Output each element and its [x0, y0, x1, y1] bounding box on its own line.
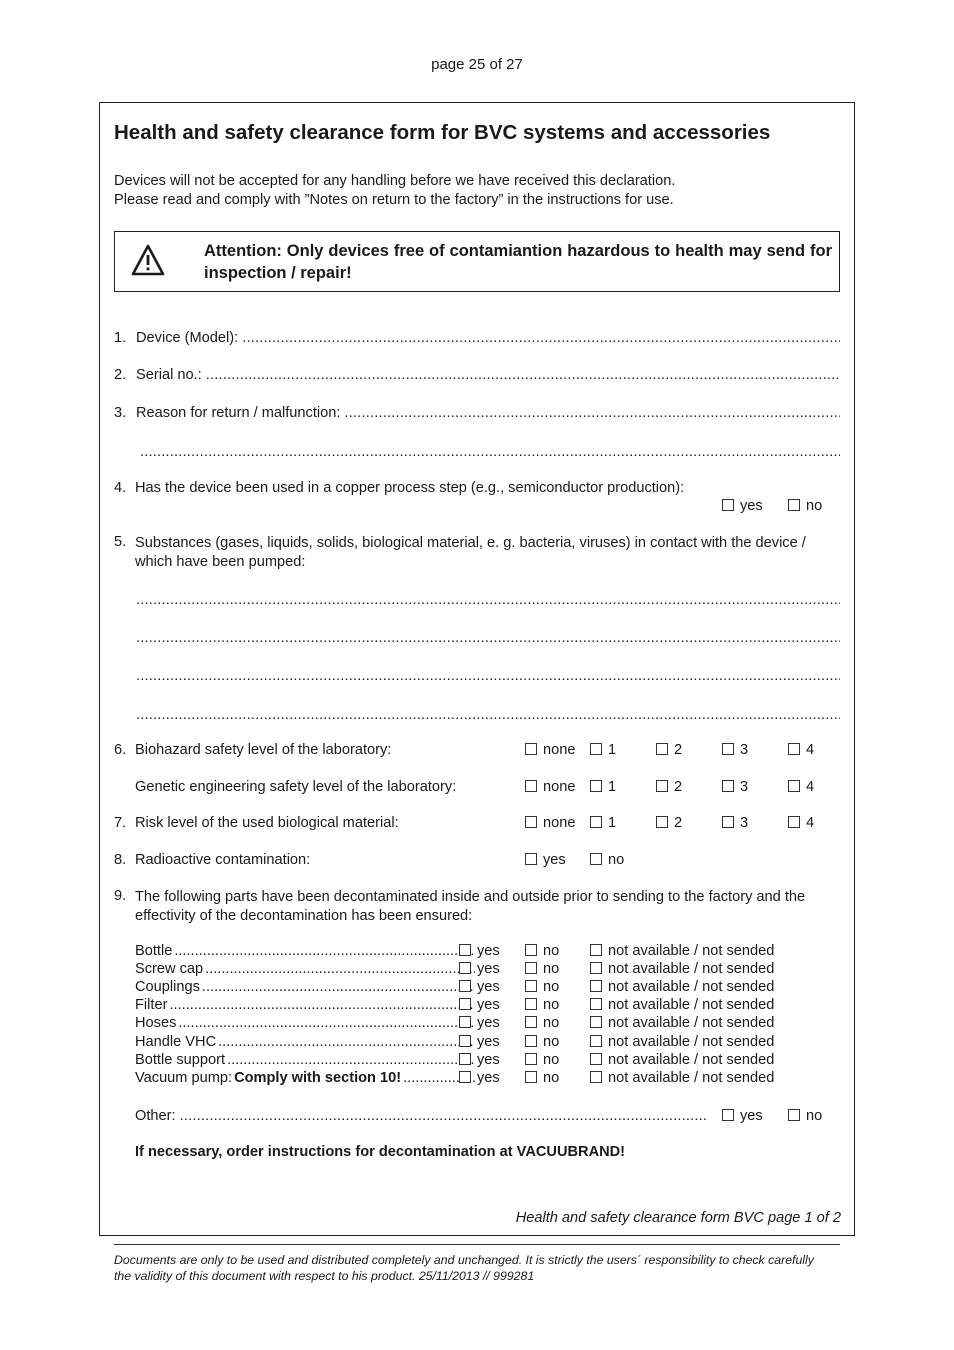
- checkbox[interactable]: [590, 944, 602, 956]
- checkbox[interactable]: [656, 780, 668, 792]
- attention-text: Attention: Only devices free of contamiantion hazardous to health may send for inspection / repair!: [204, 242, 832, 282]
- option-label: no: [543, 1070, 560, 1086]
- checkbox[interactable]: [590, 743, 602, 755]
- disclaimer-line-2: the validity of this document with respect to his product. 25/11/2013 // 999281: [114, 1269, 535, 1283]
- other-yes-option[interactable]: [722, 1108, 763, 1124]
- option-label: 2: [674, 779, 683, 795]
- other-field[interactable]: [135, 1108, 707, 1124]
- biohazard-option-2[interactable]: [656, 742, 682, 758]
- device-model-field[interactable]: [136, 330, 840, 346]
- biohazard-option-3[interactable]: [722, 742, 748, 758]
- part-label: Handle VHC: [135, 1034, 217, 1050]
- genetic-option-4[interactable]: [788, 779, 814, 795]
- vacuum-pump-note: Comply with section 10!: [234, 1070, 402, 1086]
- substances-line-3[interactable]: [136, 668, 840, 684]
- checkbox[interactable]: [525, 998, 537, 1010]
- fill-line: [218, 1034, 475, 1050]
- decontamination-notice: If necessary, order instructions for decontamination at VACUUBRAND!: [135, 1144, 626, 1160]
- checkbox[interactable]: [788, 1109, 800, 1121]
- option-label: none: [543, 779, 576, 795]
- biohazard-option-4[interactable]: [788, 742, 814, 758]
- checkbox[interactable]: [459, 944, 471, 956]
- fill-line: [136, 592, 840, 608]
- fill-line: [174, 943, 475, 959]
- part-label: Vacuum pump:: [135, 1070, 233, 1086]
- q4-yes-option[interactable]: [722, 498, 763, 514]
- checkbox[interactable]: [525, 962, 537, 974]
- checkbox[interactable]: [590, 1053, 602, 1065]
- option-label: 4: [806, 779, 815, 795]
- fill-line: [227, 1052, 475, 1068]
- warning-triangle-icon: [131, 244, 165, 276]
- checkbox[interactable]: [590, 816, 602, 828]
- q4-number: 4.: [114, 480, 127, 496]
- screw-cap-yes[interactable]: [459, 961, 500, 977]
- option-label: 3: [740, 815, 749, 831]
- disclaimer: [114, 1252, 844, 1284]
- serial-no-label: Serial no.:: [136, 367, 202, 383]
- substances-line-2[interactable]: [136, 630, 840, 646]
- q4-question: Has the device been used in a copper process step (e.g., semiconductor production):: [135, 480, 685, 496]
- option-label: yes: [477, 943, 500, 959]
- risk-option-4[interactable]: [788, 815, 814, 831]
- checkbox[interactable]: [590, 1071, 602, 1083]
- substances-line-1[interactable]: [136, 592, 840, 608]
- part-label: Couplings: [135, 979, 200, 995]
- part-row-couplings: [135, 979, 475, 997]
- option-label: no: [543, 1052, 560, 1068]
- risk-level-label: Risk level of the used biological material:: [135, 815, 399, 831]
- option-label: no: [543, 943, 560, 959]
- option-label: no: [543, 997, 560, 1013]
- checkbox[interactable]: [525, 853, 537, 865]
- reason-field-line-2[interactable]: [140, 444, 840, 460]
- option-label: yes: [477, 997, 500, 1013]
- checkbox[interactable]: [459, 1016, 471, 1028]
- part-row-hoses: [135, 1015, 475, 1033]
- option-label: 1: [608, 742, 617, 758]
- form-footer: Health and safety clearance form BVC page 1 of 2: [515, 1210, 841, 1226]
- hoses-na[interactable]: [590, 1015, 774, 1031]
- page-number: page 25 of 27: [431, 56, 523, 73]
- checkbox[interactable]: [525, 743, 537, 755]
- option-label: 1: [608, 779, 617, 795]
- genetic-option-1[interactable]: [590, 779, 616, 795]
- checkbox[interactable]: [459, 962, 471, 974]
- filter-yes[interactable]: [459, 997, 500, 1013]
- option-label: none: [543, 742, 576, 758]
- option-label: none: [543, 815, 576, 831]
- checkbox[interactable]: [722, 499, 734, 511]
- biohazard-option-1[interactable]: [590, 742, 616, 758]
- couplings-yes[interactable]: [459, 979, 500, 995]
- filter-na[interactable]: [590, 997, 774, 1013]
- option-label: not available / not sended: [608, 979, 775, 995]
- part-row-screw-cap: [135, 961, 475, 979]
- checkbox[interactable]: [459, 998, 471, 1010]
- option-label: not available / not sended: [608, 961, 775, 977]
- q5-number: 5.: [114, 534, 127, 550]
- bottle-support-yes[interactable]: [459, 1052, 500, 1068]
- couplings-na[interactable]: [590, 979, 774, 995]
- option-label: no: [806, 1108, 823, 1124]
- option-label: not available / not sended: [608, 1034, 775, 1050]
- vacuum-pump-na[interactable]: [590, 1070, 774, 1086]
- option-label: not available / not sended: [608, 1070, 775, 1086]
- option-label: yes: [740, 498, 763, 514]
- option-label: 1: [608, 815, 617, 831]
- intro-line-2: Please read and comply with ”Notes on return to the factory” in the instructions for use.: [114, 192, 674, 208]
- checkbox[interactable]: [590, 998, 602, 1010]
- option-label: no: [543, 979, 560, 995]
- q6-number: 6.: [114, 742, 127, 758]
- serial-no-field[interactable]: [136, 367, 840, 383]
- option-label: yes: [477, 979, 500, 995]
- part-row-vacuum-pump: [135, 1070, 475, 1088]
- filter-no[interactable]: [525, 997, 559, 1013]
- handle-vhc-yes[interactable]: [459, 1034, 500, 1050]
- q4-no-option[interactable]: [788, 498, 822, 514]
- form-title: Health and safety clearance form for BVC systems and accessories: [114, 121, 771, 144]
- intro-text: [114, 172, 675, 210]
- checkbox[interactable]: [788, 743, 800, 755]
- checkbox[interactable]: [788, 780, 800, 792]
- attention-box: [114, 231, 840, 292]
- bottle-yes[interactable]: [459, 943, 500, 959]
- checkbox[interactable]: [788, 499, 800, 511]
- fill-line: [136, 668, 840, 684]
- screw-cap-na[interactable]: [590, 961, 774, 977]
- part-row-bottle: [135, 943, 475, 961]
- fill-line: [202, 979, 475, 995]
- handle-vhc-no[interactable]: [525, 1034, 559, 1050]
- biohazard-option-none[interactable]: [525, 742, 575, 758]
- checkbox[interactable]: [590, 980, 602, 992]
- option-label: not available / not sended: [608, 1015, 775, 1031]
- q9-question: The following parts have been decontaminated inside and outside prior to sending to the factory and the effectivity of the decontamination has been ensured:: [135, 889, 806, 924]
- option-label: yes: [477, 961, 500, 977]
- checkbox[interactable]: [590, 853, 602, 865]
- reason-label: Reason for return / malfunction:: [136, 405, 341, 421]
- option-label: no: [543, 1034, 560, 1050]
- checkbox[interactable]: [722, 816, 734, 828]
- radioactive-no-option[interactable]: [590, 852, 624, 868]
- fill-line: [140, 444, 840, 460]
- risk-option-none[interactable]: [525, 815, 575, 831]
- option-label: yes: [477, 1034, 500, 1050]
- fill-line: [178, 1015, 475, 1031]
- fill-line: [136, 630, 840, 646]
- risk-option-2[interactable]: [656, 815, 682, 831]
- checkbox[interactable]: [525, 1071, 537, 1083]
- vacuum-pump-yes[interactable]: [459, 1070, 500, 1086]
- option-label: no: [608, 852, 625, 868]
- checkbox[interactable]: [788, 816, 800, 828]
- device-model-label: Device (Model):: [136, 330, 239, 346]
- q9-number: 9.: [114, 888, 127, 904]
- bottle-na[interactable]: [590, 943, 774, 959]
- biohazard-label: Biohazard safety level of the laboratory:: [135, 742, 392, 758]
- radioactive-label: Radioactive contamination:: [135, 852, 311, 868]
- genetic-option-none[interactable]: [525, 779, 575, 795]
- part-label: Hoses: [135, 1015, 177, 1031]
- checkbox[interactable]: [459, 1035, 471, 1047]
- disclaimer-line-1: Documents are only to be used and distributed completely and unchanged. It is strictly the users´ responsibility to check carefully: [114, 1253, 814, 1267]
- handle-vhc-na[interactable]: [590, 1034, 774, 1050]
- q8-number: 8.: [114, 852, 127, 868]
- checkbox[interactable]: [525, 944, 537, 956]
- checkbox[interactable]: [459, 1053, 471, 1065]
- genetic-label: Genetic engineering safety level of the laboratory:: [135, 779, 457, 795]
- bottle-no[interactable]: [525, 943, 559, 959]
- checkbox[interactable]: [656, 816, 668, 828]
- checkbox[interactable]: [722, 1109, 734, 1121]
- option-label: 2: [674, 742, 683, 758]
- risk-option-1[interactable]: [590, 815, 616, 831]
- vacuum-pump-no[interactable]: [525, 1070, 559, 1086]
- option-label: 4: [806, 815, 815, 831]
- fill-line: [344, 405, 840, 421]
- divider: [114, 1244, 840, 1245]
- checkbox[interactable]: [525, 1053, 537, 1065]
- option-label: 2: [674, 815, 683, 831]
- genetic-option-2[interactable]: [656, 779, 682, 795]
- other-no-option[interactable]: [788, 1108, 822, 1124]
- checkbox[interactable]: [525, 816, 537, 828]
- q7-number: 7.: [114, 815, 127, 831]
- q1-number: 1.: [114, 330, 127, 346]
- intro-line-1: Devices will not be accepted for any handling before we have received this declaration.: [114, 173, 676, 189]
- hoses-no[interactable]: [525, 1015, 559, 1031]
- part-label: Bottle support: [135, 1052, 226, 1068]
- couplings-no[interactable]: [525, 979, 559, 995]
- risk-option-3[interactable]: [722, 815, 748, 831]
- screw-cap-no[interactable]: [525, 961, 559, 977]
- option-label: not available / not sended: [608, 1052, 775, 1068]
- fill-line: [242, 330, 840, 346]
- part-row-handle-vhc: [135, 1034, 475, 1052]
- q5-question: Substances (gases, liquids, solids, biological material, e. g. bacteria, viruses) in contact with the device / which have been pumped:: [135, 535, 806, 570]
- fill-line: [169, 997, 475, 1013]
- substances-line-4[interactable]: [136, 707, 840, 723]
- checkbox[interactable]: [590, 1016, 602, 1028]
- bottle-support-na[interactable]: [590, 1052, 774, 1068]
- option-label: 3: [740, 779, 749, 795]
- option-label: no: [543, 961, 560, 977]
- part-label: Bottle: [135, 943, 173, 959]
- option-label: not available / not sended: [608, 997, 775, 1013]
- option-label: yes: [543, 852, 566, 868]
- checkbox[interactable]: [459, 980, 471, 992]
- checkbox[interactable]: [590, 962, 602, 974]
- part-row-bottle-support: [135, 1052, 475, 1070]
- checkbox[interactable]: [525, 1016, 537, 1028]
- part-label: Screw cap: [135, 961, 204, 977]
- radioactive-yes-option[interactable]: [525, 852, 566, 868]
- fill-line: [180, 1108, 707, 1124]
- fill-line: [205, 961, 475, 977]
- checkbox[interactable]: [525, 780, 537, 792]
- part-label: Filter: [135, 997, 168, 1013]
- checkbox[interactable]: [722, 780, 734, 792]
- fill-line: [136, 707, 840, 723]
- checkbox[interactable]: [459, 1071, 471, 1083]
- checkbox[interactable]: [525, 980, 537, 992]
- checkbox[interactable]: [722, 743, 734, 755]
- checkbox[interactable]: [590, 1035, 602, 1047]
- option-label: no: [543, 1015, 560, 1031]
- q2-number: 2.: [114, 367, 127, 383]
- checkbox[interactable]: [525, 1035, 537, 1047]
- reason-field[interactable]: [136, 405, 840, 421]
- q3-number: 3.: [114, 405, 127, 421]
- hoses-yes[interactable]: [459, 1015, 500, 1031]
- option-label: yes: [477, 1015, 500, 1031]
- part-row-filter: [135, 997, 475, 1015]
- option-label: yes: [740, 1108, 763, 1124]
- checkbox[interactable]: [590, 780, 602, 792]
- option-label: no: [806, 498, 823, 514]
- option-label: not available / not sended: [608, 943, 775, 959]
- option-label: yes: [477, 1052, 500, 1068]
- checkbox[interactable]: [656, 743, 668, 755]
- option-label: 4: [806, 742, 815, 758]
- option-label: yes: [477, 1070, 500, 1086]
- option-label: 3: [740, 742, 749, 758]
- fill-line: [206, 367, 840, 383]
- bottle-support-no[interactable]: [525, 1052, 559, 1068]
- genetic-option-3[interactable]: [722, 779, 748, 795]
- other-label: Other:: [135, 1108, 176, 1124]
